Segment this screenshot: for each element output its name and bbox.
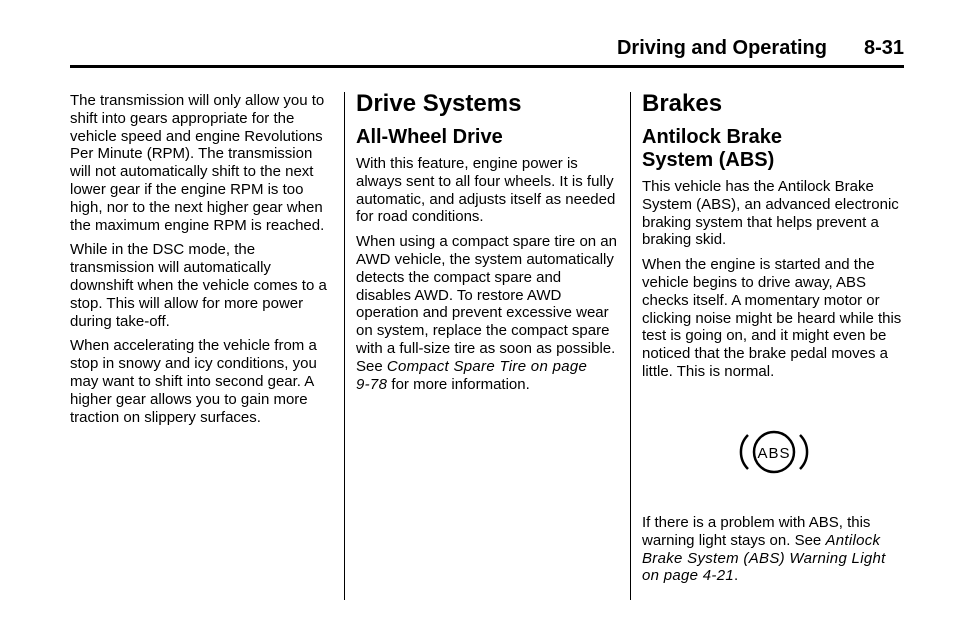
header-divider xyxy=(70,65,904,68)
paragraph-snowy-conditions: When accelerating the vehicle from a stop in snowy and icy conditions, you may want to shift into second gear. A higher gear allows you to gain more traction on slippery surfaces. xyxy=(70,337,317,426)
paragraph-abs-self-check: When the engine is started and the vehicle begins to drive away, ABS checks itself. A momentary motor or clicking noise might be heard while this test is going on, and it might even be noticed that the brake pedal moves a little. This is normal. xyxy=(642,256,902,380)
abs-warning-tail: . xyxy=(734,567,739,585)
heading-abs xyxy=(642,126,904,172)
section-title: Driving and Operating xyxy=(616,37,827,59)
paragraph-awd-feature: With this feature, engine power is always sent to all four wheels. It is fully automatic, and adjusts itself as needed for road conditions. xyxy=(356,155,616,226)
heading-all-wheel-drive: All-Wheel Drive xyxy=(356,126,503,148)
compact-spare-reference-link[interactable]: Compact Spare Tire on page 9‑78 xyxy=(356,357,588,393)
column-left xyxy=(70,92,334,433)
paragraph-dsc-mode: While in the DSC mode, the transmission will automatically downshift when the vehicle comes to a stop. This will allow for more power during take-off. xyxy=(70,241,327,330)
heading-abs-line2: System (ABS) xyxy=(642,149,775,171)
column-middle xyxy=(356,92,618,400)
compact-spare-tail: for more information. xyxy=(387,375,530,393)
abs-warning-text: If there is a problem with ABS, this warning light stays on. See xyxy=(642,514,871,549)
abs-icon-label: ABS xyxy=(757,445,791,462)
abs-warning-reference-link[interactable]: Antilock Brake System (ABS) Warning Light on page 4‑21 xyxy=(642,531,886,585)
heading-abs-line1: Antilock Brake xyxy=(642,126,783,148)
heading-brakes: Brakes xyxy=(642,90,723,117)
column-right xyxy=(642,92,904,388)
column-divider-left xyxy=(344,92,345,600)
abs-icon-graphic xyxy=(739,427,809,477)
column-divider-right xyxy=(630,92,631,600)
heading-drive-systems: Drive Systems xyxy=(356,90,522,117)
compact-spare-text: When using a compact spare tire on an AWD vehicle, the system automatically detects the compact spare and disables AWD. To restore AWD operation and prevent excessive wear on system, replace the compact spare with a full-size tire as soon as possible. See xyxy=(356,233,617,375)
abs-warning-paragraph xyxy=(642,514,904,585)
paragraph-transmission-shift: The transmission will only allow you to shift into gears appropriate for the vehicle speed and engine Revolutions Per Minute (RPM). The transmission will not automatically shift to the next lower gear if the engine RPM is too high, nor to the next higher gear when the maximum engine RPM is reached. xyxy=(70,92,325,234)
abs-warning-light-icon xyxy=(739,427,809,477)
paragraph-abs-description: This vehicle has the Antilock Brake System (ABS), an advanced electronic braking system that helps prevent a braking skid. xyxy=(642,178,899,249)
page-number: 8-31 xyxy=(863,37,904,59)
paragraph-compact-spare xyxy=(356,233,618,393)
